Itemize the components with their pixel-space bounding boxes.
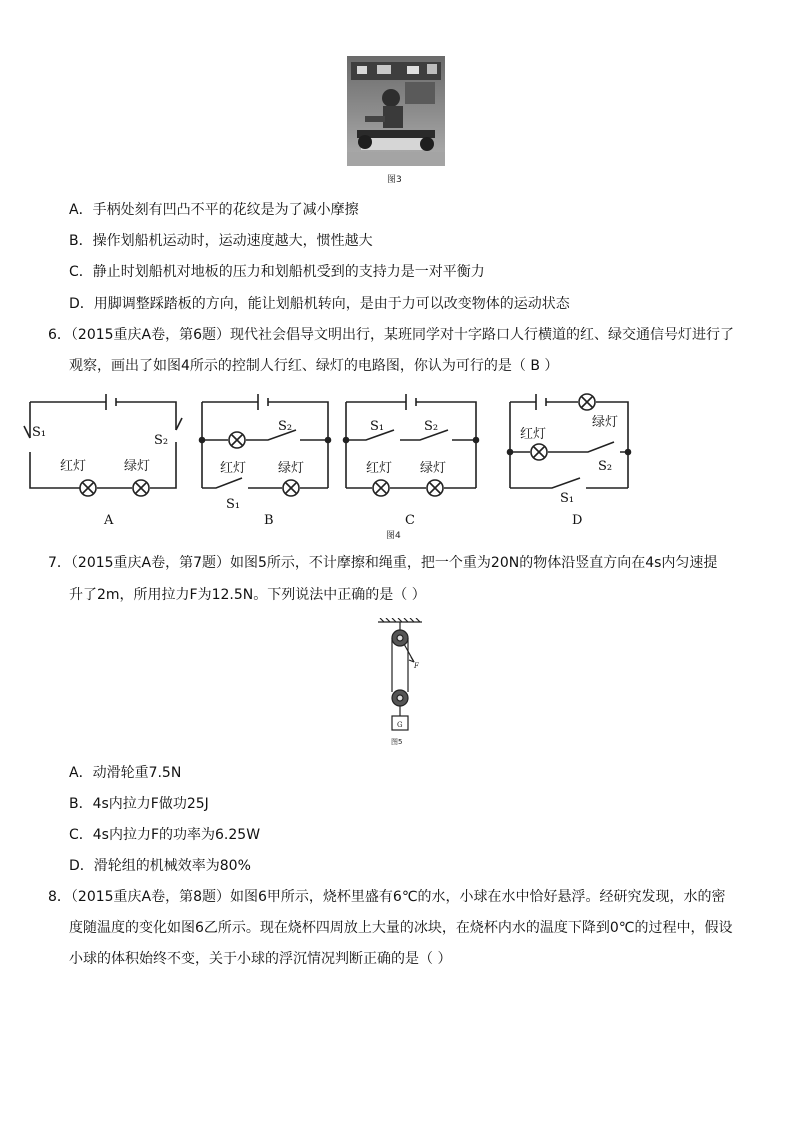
figure5-caption: 图5 — [391, 738, 403, 746]
q7-text-line1: 7．（2015重庆A卷，第7题）如图5所示，不计摩擦和绳重，把一个重为20N的物体沿竖直方向在4s内匀速提 — [48, 555, 718, 571]
c-s2-label: S₂ — [424, 419, 439, 434]
q8-text-line1: 8．（2015重庆A卷，第8题）如图6甲所示，烧杯里盛有6℃的水，小球在水中恰好悬浮。经研究发现，水的密 — [48, 889, 726, 905]
b-red-light-label: 红灯 — [220, 461, 247, 476]
c-green-light-label: 绿灯 — [420, 461, 447, 476]
figure4-circuits — [20, 390, 780, 540]
q5-option-c: C．静止时划船机对地板的压力和划船机受到的支持力是一对平衡力 — [69, 264, 485, 280]
figure3-caption: 图3 — [387, 175, 402, 185]
d-s1-label: S₁ — [560, 491, 575, 506]
b-green-light-label: 绿灯 — [278, 461, 305, 476]
circuit-c — [344, 394, 479, 496]
figure5-force-label: F — [414, 662, 419, 670]
a-green-light-label: 绿灯 — [124, 459, 151, 474]
q6-text-line2: 观察，画出了如图4所示的控制人行红、绿灯的电路图，你认为可行的是（ B ） — [69, 358, 559, 374]
q8-text-line2: 度随温度的变化如图6乙所示。现在烧杯四周放上大量的冰块，在烧杯内水的温度下降到0℃的过程中，假设 — [69, 920, 733, 936]
q7-option-d: D．滑轮组的机械效率为80% — [69, 858, 251, 874]
q7-option-a: A．动滑轮重7.5N — [69, 765, 182, 781]
label-c: C — [405, 513, 415, 528]
b-s1-label: S₁ — [226, 497, 241, 512]
q5-option-a: A．手柄处刻有凹凸不平的花纹是为了减小摩擦 — [69, 202, 359, 218]
c-s1-label: S₁ — [370, 419, 385, 434]
d-red-light-label: 红灯 — [520, 427, 547, 442]
label-a: A — [104, 513, 114, 528]
d-s2-label: S₂ — [598, 459, 613, 474]
a-s2-label: S₂ — [154, 433, 169, 448]
q7-option-b: B．4s内拉力F做功25J — [69, 796, 209, 812]
figure4-caption: 图4 — [386, 531, 401, 541]
q8-text-line3: 小球的体积始终不变，关于小球的浮沉情况判断正确的是（ ） — [69, 951, 452, 967]
label-d: D — [572, 513, 583, 528]
a-red-light-label: 红灯 — [60, 459, 87, 474]
figure5-weight-label: G — [397, 721, 403, 729]
label-b: B — [264, 513, 274, 528]
b-s2-label: S₂ — [278, 419, 293, 434]
circuit-b — [200, 394, 331, 496]
d-green-light-label: 绿灯 — [592, 415, 619, 430]
q7-option-c: C．4s内拉力F的功率为6.25W — [69, 827, 261, 843]
a-s1-label: S₁ — [32, 425, 47, 440]
q5-option-d: D．用脚调整踩踏板的方向，能让划船机转向，是由于力可以改变物体的运动状态 — [69, 296, 570, 312]
figure5-pulley — [370, 618, 430, 738]
q6-text-line1: 6．（2015重庆A卷，第6题）现代社会倡导文明出行，某班同学对十字路口人行横道的红、绿交通信号灯进行了 — [48, 327, 735, 343]
figure3-photo — [347, 56, 445, 166]
q7-text-line2: 升了2m，所用拉力F为12.5N。下列说法中正确的是（ ） — [69, 587, 426, 603]
q5-option-b: B．操作划船机运动时，运动速度越大，惯性越大 — [69, 233, 373, 249]
c-red-light-label: 红灯 — [366, 461, 393, 476]
